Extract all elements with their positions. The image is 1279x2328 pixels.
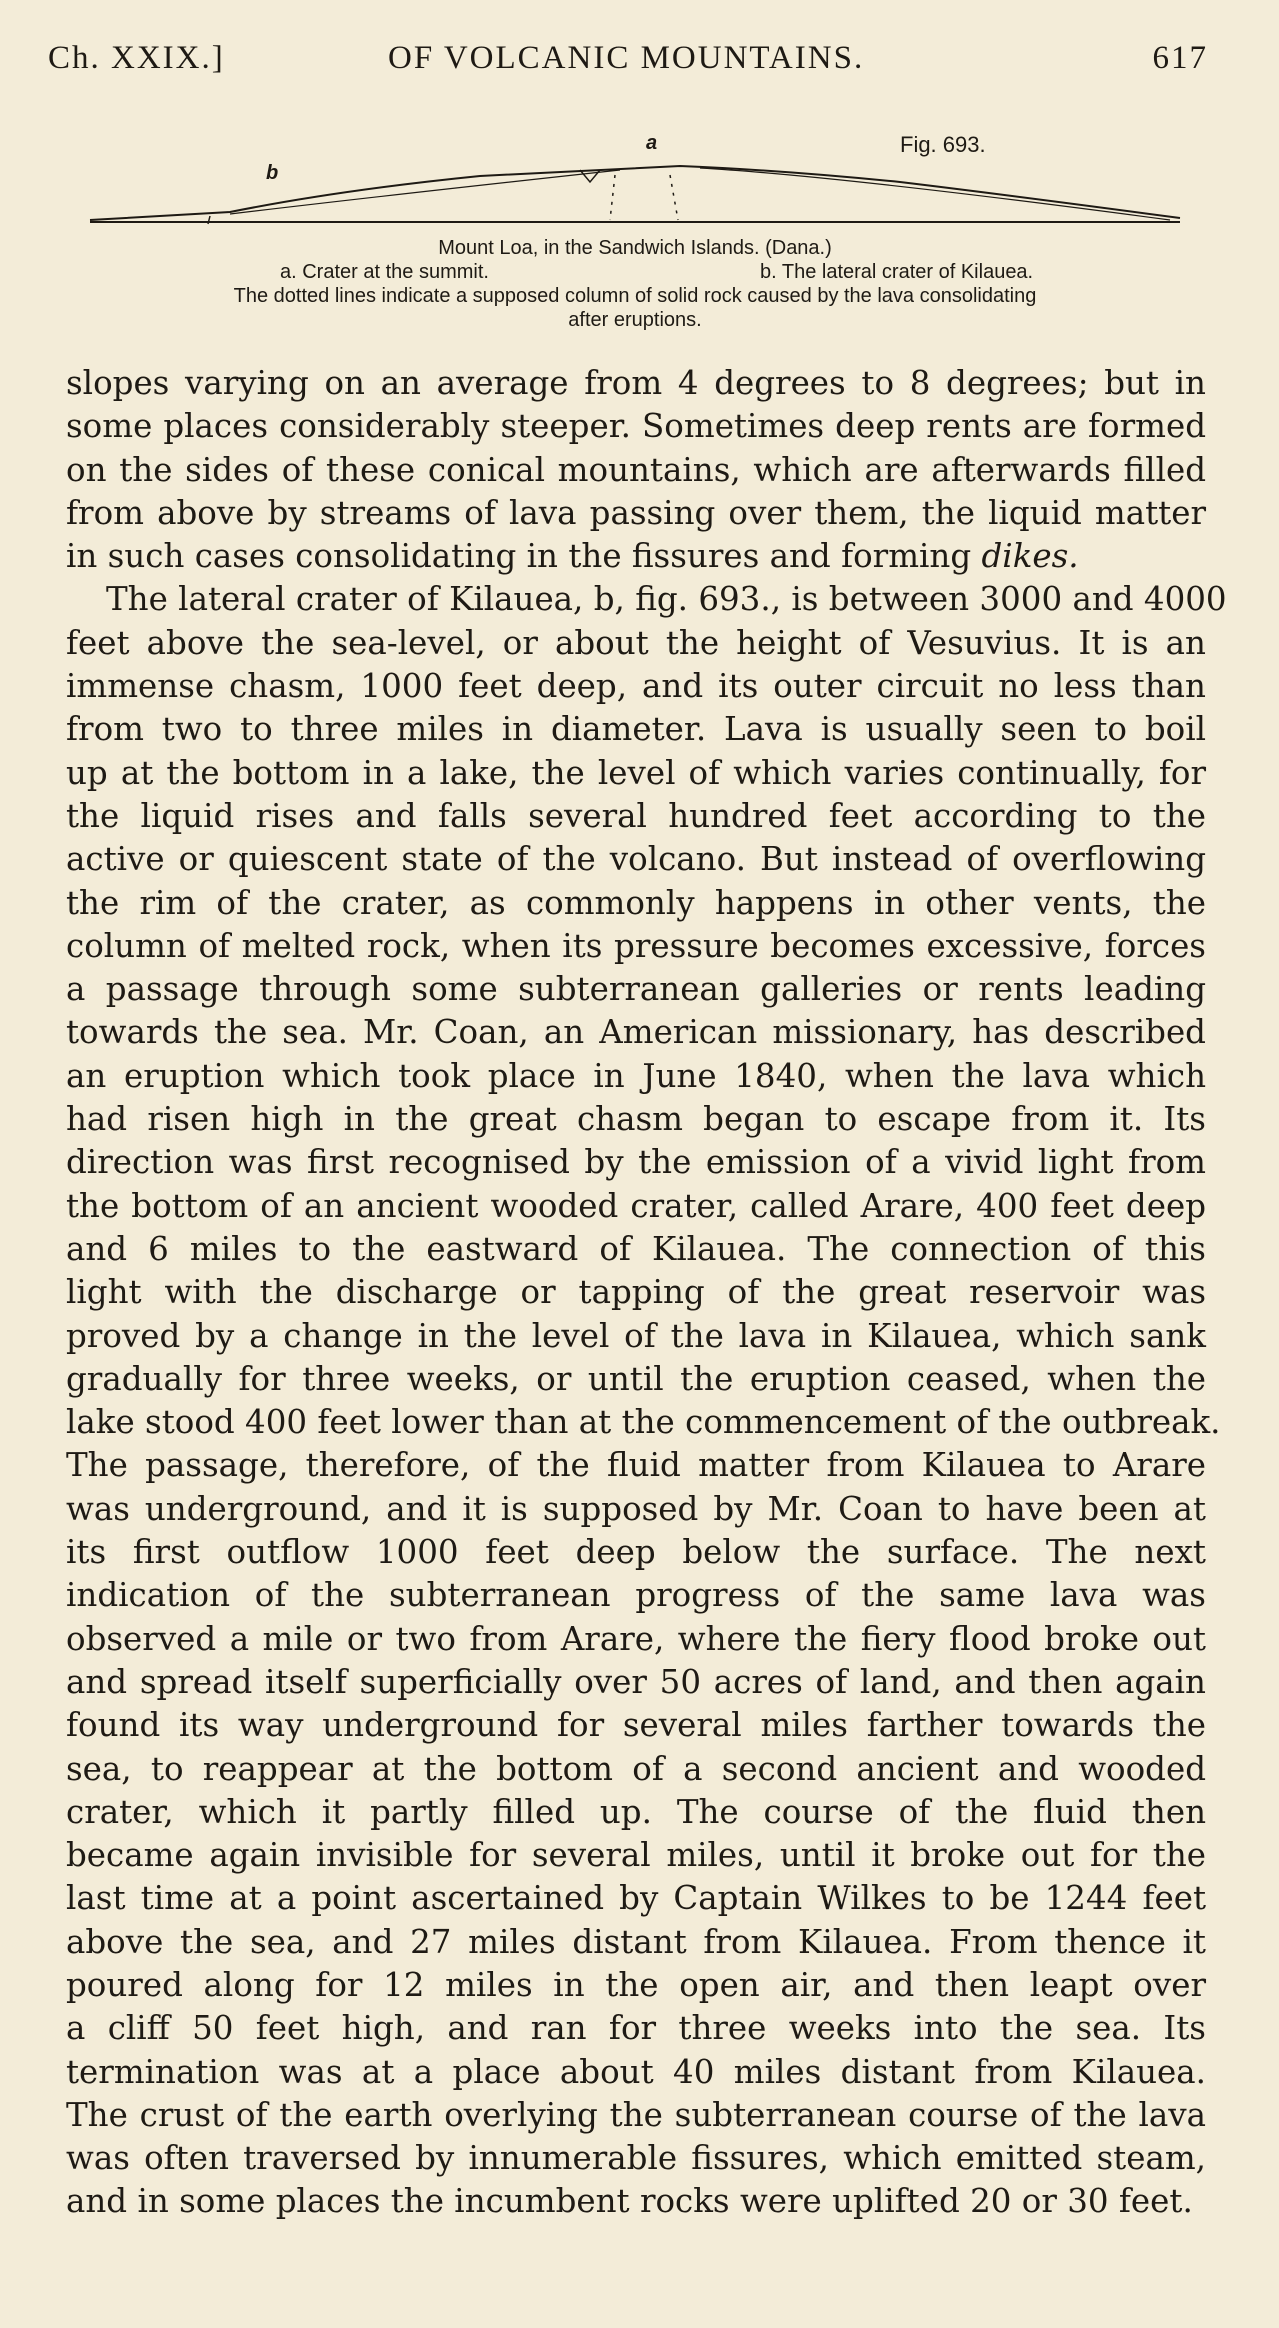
text-line: found its way underground for several miles farther towards the <box>66 1706 1206 1745</box>
figure-label-b: b <box>266 162 279 184</box>
text-line: and 6 miles to the eastward of Kilauea. The connection of this <box>66 1229 1206 1268</box>
text-line: became again invisible for several miles, until it broke out for the <box>66 1836 1206 1875</box>
chapter-label: Ch. XXIX.] <box>48 40 225 76</box>
text-line: a passage through some subterranean galleries or rents leading <box>66 970 1206 1009</box>
text-line: from two to three miles in diameter. Lava is usually seen to boil <box>66 710 1206 749</box>
text-line: proved by a change in the level of the lava in Kilauea, which sank <box>66 1316 1206 1355</box>
text-line: poured along for 12 miles in the open air, and then leapt over <box>66 1965 1206 2004</box>
text-line: on the sides of these conical mountains, which are afterwards filled <box>66 450 1206 489</box>
text-line: observed a mile or two from Arare, where the fiery flood broke out <box>66 1619 1206 1658</box>
text-line: The lateral crater of Kilauea, b, fig. 693., is between 3000 and 4000 <box>106 580 1227 619</box>
text-line: was underground, and it is supposed by Mr. Coan to have been at <box>66 1489 1206 1528</box>
caption-legend-row <box>70 260 1200 284</box>
mountain-profile-illustration <box>80 130 1200 230</box>
running-header <box>48 40 1208 90</box>
paragraph-1 <box>66 362 1206 535</box>
paragraph-1-last-text: in such cases consolidating in the fissures and forming <box>66 537 972 576</box>
text-line: slopes varying on an average from 4 degrees to 8 degrees; but in <box>66 364 1206 402</box>
text-line: direction was first recognised by the emission of a vivid light from <box>66 1143 1206 1182</box>
figure-caption <box>70 236 1200 332</box>
body-text <box>66 362 1227 2224</box>
text-line: and in some places the incumbent rocks were uplifted 20 or 30 feet. <box>66 2182 1193 2221</box>
caption-a: a. Crater at the summit. <box>280 261 489 283</box>
caption-note-line-2: after eruptions. <box>568 309 702 331</box>
text-line: gradually for three weeks, or until the eruption ceased, when the <box>66 1359 1206 1398</box>
figure-number: Fig. 693. <box>900 132 986 157</box>
text-line: from above by streams of lava passing over them, the liquid matter <box>66 493 1206 532</box>
text-line: feet above the sea-level, or about the height of Vesuvius. It is an <box>66 623 1206 662</box>
mount-loa-figure <box>80 130 1200 230</box>
dikes-emphasis: dikes. <box>981 537 1079 576</box>
text-line: its first outflow 1000 feet deep below the surface. The next <box>66 1533 1206 1572</box>
running-title: OF VOLCANIC MOUNTAINS. <box>388 40 865 76</box>
text-line: the bottom of an ancient wooded crater, called Arare, 400 feet deep <box>66 1186 1206 1225</box>
text-line: crater, which it partly filled up. The course of the fluid then <box>66 1792 1206 1831</box>
text-line: sea, to reappear at the bottom of a second ancient and wooded <box>66 1749 1206 1788</box>
text-line: and spread itself superficially over 50 acres of land, and then again <box>66 1662 1206 1701</box>
text-line: last time at a point ascertained by Captain Wilkes to be 1244 feet <box>66 1879 1206 1918</box>
text-line: indication of the subterranean progress of the same lava was <box>66 1576 1206 1615</box>
text-line: towards the sea. Mr. Coan, an American missionary, has described <box>66 1013 1206 1052</box>
text-line: The passage, therefore, of the fluid matter from Kilauea to Arare <box>66 1446 1206 1485</box>
text-line: the rim of the crater, as commonly happens in other vents, the <box>66 883 1206 922</box>
paragraph-1-last-line <box>66 535 1206 578</box>
text-line: an eruption which took place in June 1840, when the lava which <box>66 1056 1206 1095</box>
text-line: up at the bottom in a lake, the level of which varies continually, for <box>66 753 1206 792</box>
paragraph-2 <box>66 578 1227 2223</box>
page-number: 617 <box>1152 40 1208 76</box>
text-line: had risen high in the great chasm began to escape from it. Its <box>66 1100 1206 1139</box>
text-line: the liquid rises and falls several hundred feet according to the <box>66 796 1206 835</box>
text-line: some places considerably steeper. Sometimes deep rents are formed <box>66 407 1206 446</box>
caption-note-line-1: The dotted lines indicate a supposed column of solid rock caused by the lava consolidating <box>233 285 1037 307</box>
text-line: above the sea, and 27 miles distant from Kilauea. From thence it <box>66 1922 1206 1961</box>
text-line: a cliff 50 feet high, and ran for three weeks into the sea. Its <box>66 2009 1206 2048</box>
text-line: termination was at a place about 40 miles distant from Kilauea. <box>66 2052 1206 2091</box>
text-line: lake stood 400 feet lower than at the commencement of the outbreak. <box>66 1403 1221 1442</box>
text-line: column of melted rock, when its pressure becomes excessive, forces <box>66 926 1206 965</box>
text-line: The crust of the earth overlying the subterranean course of the lava <box>66 2095 1206 2134</box>
text-line: active or quiescent state of the volcano. But instead of overflowing <box>66 840 1206 879</box>
figure-label-a: a <box>646 132 658 154</box>
caption-b: b. The lateral crater of Kilauea. <box>760 261 1034 283</box>
text-line: light with the discharge or tapping of the great reservoir was <box>66 1273 1206 1312</box>
caption-title: Mount Loa, in the Sandwich Islands. (Dana.) <box>438 237 832 259</box>
text-line: was often traversed by innumerable fissures, which emitted steam, <box>66 2139 1206 2178</box>
text-line: immense chasm, 1000 feet deep, and its outer circuit no less than <box>66 667 1206 706</box>
